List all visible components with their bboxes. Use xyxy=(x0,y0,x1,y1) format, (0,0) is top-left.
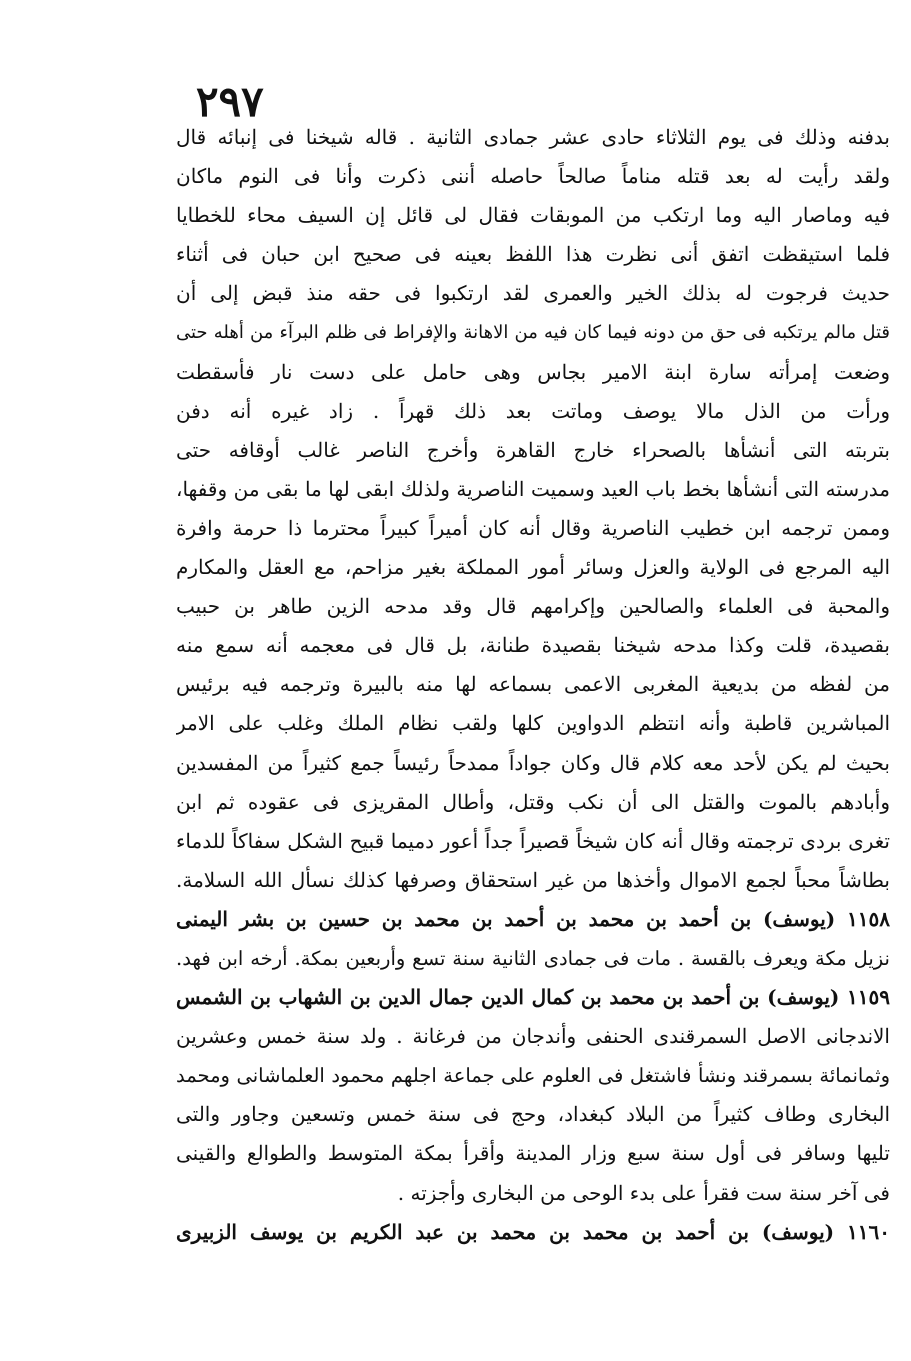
text-line: بدفنه وذلك فى يوم الثلاثاء حادى عشر جمادى الثانية . قاله شيخنا فى إنبائه قال xyxy=(176,125,890,149)
text-line: فيه وماصار اليه وما ارتكب من الموبقات فقال لى قائل إن السيف محاء للخطايا xyxy=(176,203,890,228)
text-line: ورأت من الذل مالا يوصف وماتت بعد ذلك قهراً . زاد غيره أنه دفن xyxy=(176,398,890,423)
text-line: بقصيدة، قلت وكذا مدحه شيخنا بقصيدة طنانة، بل قال فى معجمه أنه سمع منه xyxy=(176,633,890,658)
text-line: نزيل مكة ويعرف بالقسة . مات فى جمادى الثانية سنة تسع وأربعين بمكة. أرخه ابن فهد. xyxy=(176,946,890,970)
text-line: من لفظه من بديعية المغربى الاعمى بسماعه لها منه بالبيرة وترجمه فيه برئيس xyxy=(176,672,890,697)
biography-entry-1159: ١١٥٩ (يوسف) بن أحمد بن محمد بن كمال الدين جمال الدين بن الشهاب بن الشمس xyxy=(176,985,890,1010)
biography-entry-1160: ١١٦٠ (يوسف) بن أحمد بن محمد بن محمد بن عبد الكريم بن يوسف الزبيرى xyxy=(176,1219,890,1244)
text-line: وثمانمائة بسمرقند ونشأ فاشتغل فى العلوم على جماعة اجلهم محمود العلماشانى ومحمد xyxy=(176,1064,890,1088)
text-line: فلما استيقظت اتفق أنى نظرت هذا اللفظ بعينه فى صحيح ابن حبان فى أثناء xyxy=(176,242,890,267)
biography-entry-1158: ١١٥٨ (يوسف) بن أحمد بن محمد بن أحمد بن محمد بن حسين بن بشر اليمنى xyxy=(176,906,890,931)
text-line: البخارى وطاف كثيراً من البلاد كبغداد، وحج فى سنة خمس وتسعين وجاور والتى xyxy=(176,1102,890,1127)
text-line: والمحبة فى العلماء والصالحين وإكرامهم قال وقد مدحه الزين طاهر بن حبيب xyxy=(176,594,890,619)
text-line: ولقد رأيت له بعد قتله مناماً صالحاً حاصله أننى ذكرت وأنا فى النوم ماكان xyxy=(176,164,890,189)
text-line: وممن ترجمه ابن خطيب الناصرية وقال أنه كان أميراً كبيراً محترما ذا حرمة وافرة xyxy=(176,515,890,540)
text-line: بطاشاً محباً لجمع الاموال وأخذها من غير استحقاق وصرفها كذلك نسأل الله السلامة. xyxy=(176,867,890,892)
text-line: مدرسته التى أنشأها بخط باب العيد وسميت الناصرية ولذلك ابقى لها ما بقى من وقفها، xyxy=(176,476,890,501)
text-line: حديث فرجوت له بذلك الخير والعمرى لقد ارتكبوا فى حقه منذ قبض إلى أن xyxy=(176,281,890,306)
text-line: قتل مالم يرتكبه فى حق من دونه فيما كان فيه من الاهانة والإفراط فى ظلم البرآء من أهله حتى xyxy=(176,322,890,344)
text-line: تغرى بردى ترجمته وقال أنه كان شيخاً قصيراً جداً أعور دميما قبيح الشكل سفاكاً للدماء xyxy=(176,828,890,853)
page-number: ٢٩٧ xyxy=(196,77,264,126)
text-line: الاندجانى الاصل السمرقندى الحنفى وأندجان من فرغانة . ولد سنة خمس وعشرين xyxy=(176,1024,890,1049)
text-line: بتربته التى أنشأها بالصحراء خارج القاهرة وأخرج الناصر غالب أوقافه حتى xyxy=(176,437,890,462)
text-line: فى آخر سنة ست فقرأ على بدء الوحى من البخارى وأجزته . xyxy=(397,1180,890,1205)
text-line: بحيث لم يكن لأحد معه كلام قال وكان جواداً ممدحاً رئيساً جمع كثيراً من المفسدين xyxy=(176,750,890,775)
text-line: تليها وسافر فى أول سنة سبع وزار المدينة وأقرأ بمكة المتوسط والطوالع والقينى xyxy=(176,1141,890,1166)
page-text xyxy=(176,118,890,1252)
text-line: وأبادهم بالموت والقتل الى أن نكب وقتل، وأطال المقريزى فى عقوده ثم ابن xyxy=(176,789,890,814)
text-line: اليه المرجع فى الولاية والعزل وسائر أمور المملكة بغير مزاحم، مع العقل والمكارم xyxy=(176,555,890,580)
text-line: وضعت إمرأته سارة ابنة الامير بجاس وهى حامل على دست نار فأسقطت xyxy=(176,359,890,384)
text-line: المباشرين قاطبة وأنه انتظم الدواوين كلها ولقب نظام الملك وغلب على الامر xyxy=(176,711,890,736)
